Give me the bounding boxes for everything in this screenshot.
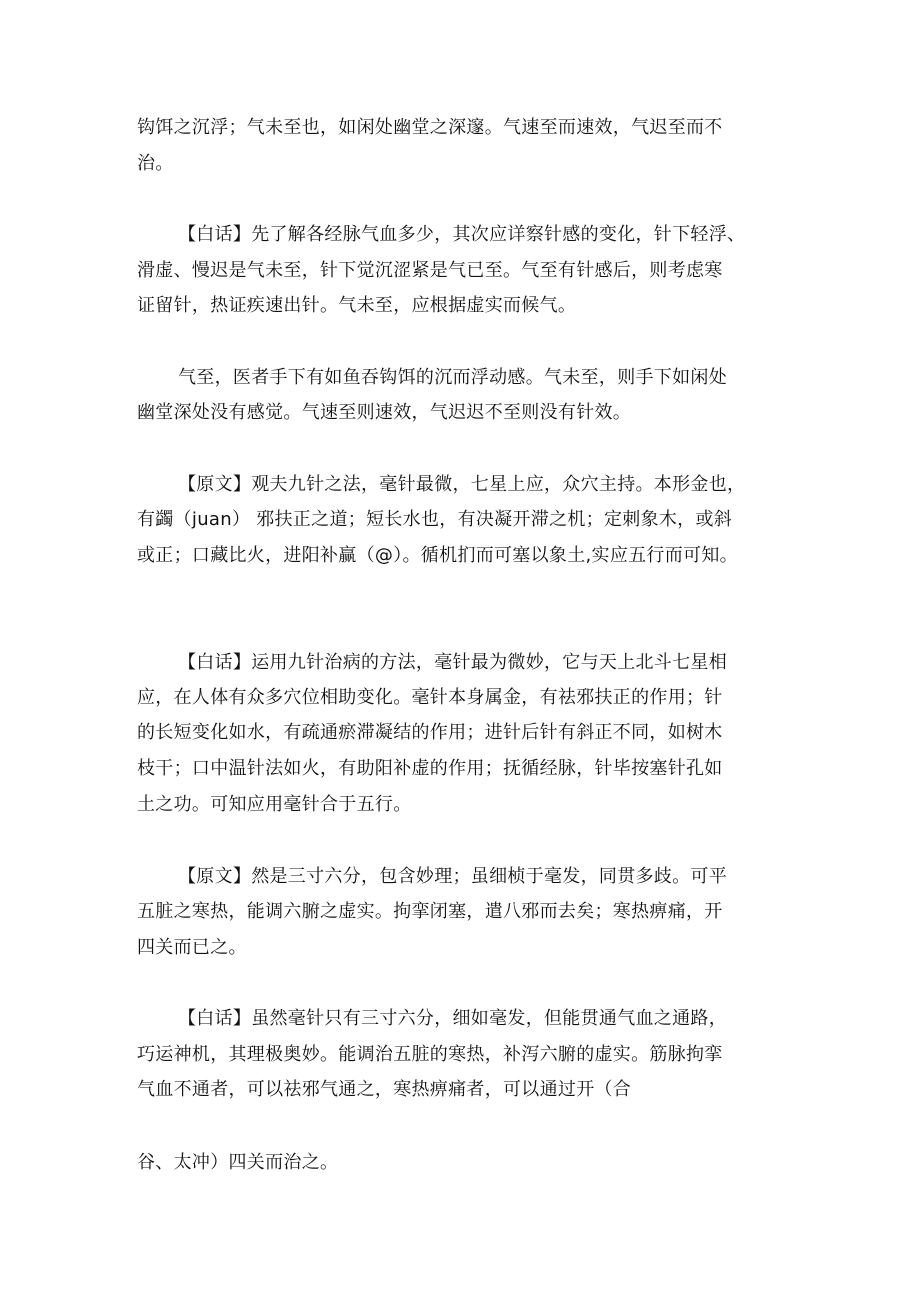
text-line: 五脏之寒热，能调六腑之虚实。拘挛闭塞，遣八邪而去矣；寒热痹痛，开 [137,901,723,922]
text-line: 气血不通者，可以祛邪气通之，寒热痹痛者，可以通过开（合 [137,1079,632,1100]
text-line: 【原文】然是三寸六分，包含妙理；虽细桢于毫发，同贯多歧。可平 [178,866,727,887]
text-line: 治。 [137,153,174,174]
text-line: 土之功。可知应用毫针合于五行。 [137,794,412,815]
text-line: 谷、太冲）四关而治之。 [137,1152,339,1173]
text-line: 的长短变化如水，有疏通瘀滞凝结的作用；进针后针有斜正不同，如树木 [137,722,723,743]
text-line: 钩饵之沉浮；气未至也，如闲处幽堂之深邃。气速至而速效，气迟至而不 [137,117,723,138]
text-line: 巧运神机，其理极奥妙。能调治五脏的寒热，补泻六腑的虚实。筋脉拘挛 [137,1044,723,1065]
text-line: 气至，医者手下有如鱼吞钩饵的沉而浮动感。气未至，则手下如闲处 [178,367,727,388]
text-line: 【白话】运用九针治病的方法，毫针最为微妙，它与天上北斗七星相 [178,652,727,673]
text-line: 证留针，热证疾速出针。气未至，应根据虚实而候气。 [137,295,577,316]
text-line: 枝干；口中温针法如火，有助阳补虚的作用；抚循经脉，针毕按塞针孔如 [137,758,723,779]
text-line: 四关而已之。 [137,937,247,958]
text-line: 幽堂深处没有感觉。气速至则速效，气迟迟不至则没有针效。 [137,402,632,423]
text-line: 【白话】先了解各经脉气血多少，其次应详察针感的变化，针下轻浮、 [178,224,746,245]
text-line: 【白话】虽然毫针只有三寸六分，细如毫发，但能贯通气血之通路， [178,1008,727,1029]
text-line: 或正；口藏比火，进阳补赢（@）。循机扪而可塞以象土,实应五行而可知。 [137,545,738,566]
text-line: 有蠲（juan） 邪扶正之道；短长水也，有决凝开滞之机；定刺象木，或斜 [137,509,733,530]
text-line: 应，在人体有众多穴位相助变化。毫针本身属金，有祛邪扶正的作用；针 [137,687,723,708]
text-line: 滑虚、慢迟是气未至，针下觉沉涩紧是气已至。气至有针感后，则考虑寒 [137,260,723,281]
text-line: 【原文】观夫九针之法，毫针最微，七星上应，众穴主持。本形金也， [178,474,746,495]
